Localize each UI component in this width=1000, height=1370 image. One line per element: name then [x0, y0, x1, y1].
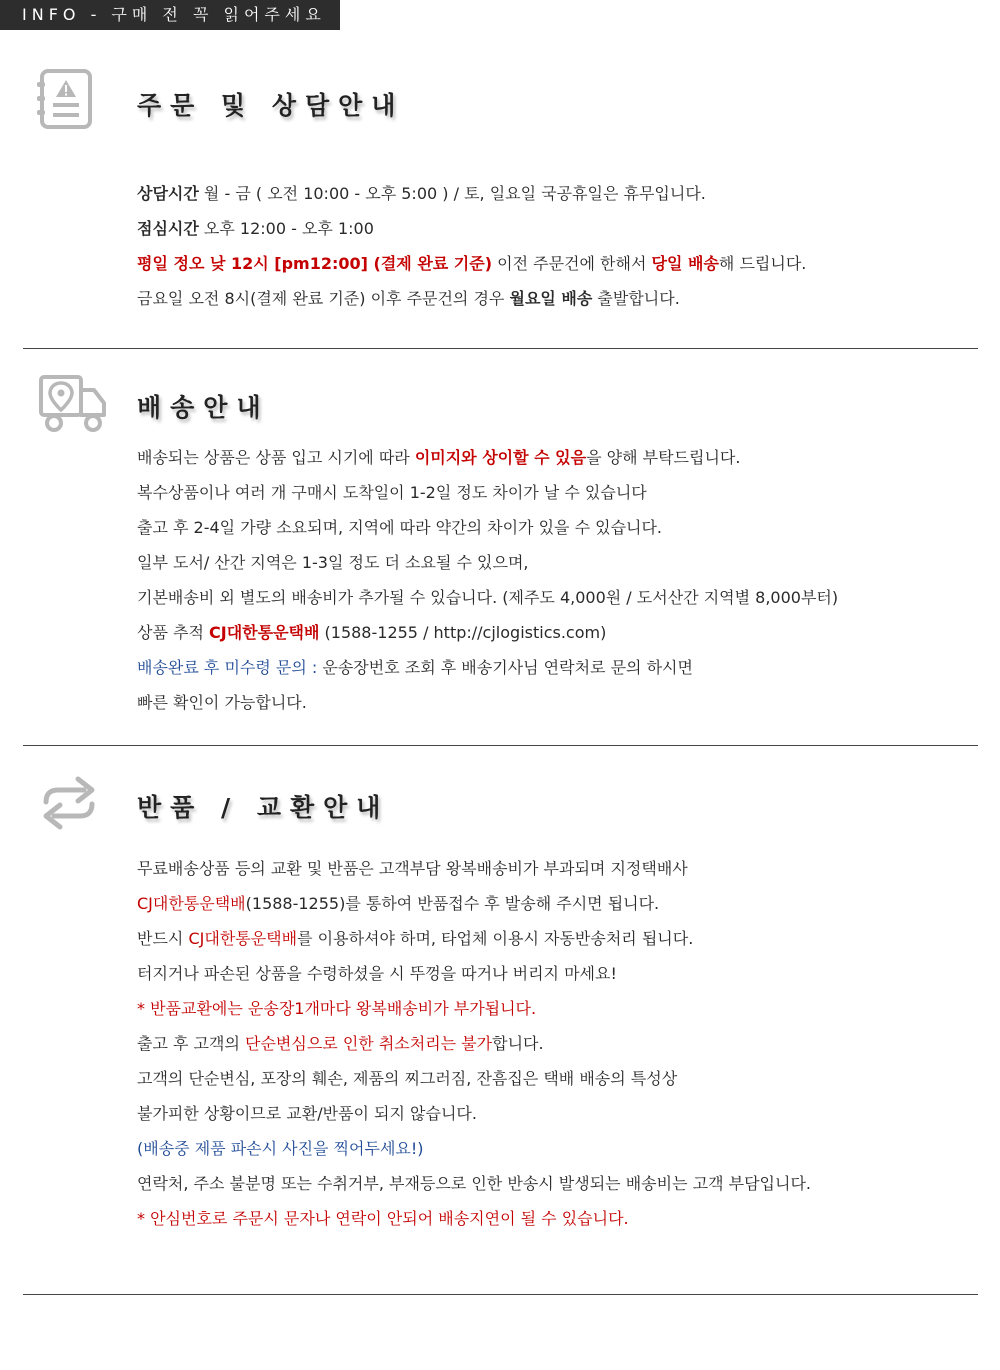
sameday-shipping-line [137, 246, 977, 281]
shipping-info-body [137, 440, 977, 720]
shipping-line-4: 일부 도서/ 산간 지역은 1-3일 정도 더 소요될 수 있으며, [137, 553, 529, 572]
returns-line-4: 터지거나 파손된 상품을 수령하셨을 시 뚜껑을 따거나 버리지 마세요! [137, 964, 617, 983]
courier-name: CJ대한통운택배 [188, 929, 298, 948]
sameday-mid-text: 이전 주문건에 한해서 [492, 254, 652, 273]
lunch-hours-label: 점심시간 [137, 219, 199, 238]
returns-fee-notice: * 반품교환에는 운송장1개마다 왕복배송비가 부가됩니다. [137, 999, 537, 1018]
info-tag: INFO - 구매 전 꼭 읽어주세요 [0, 0, 340, 30]
sameday-highlight: 당일 배송 [651, 254, 719, 273]
non-receipt-inquiry-text: 운송장번호 조회 후 배송기사님 연락처로 문의 하시면 [317, 658, 693, 677]
shipping-line-3: 출고 후 2-4일 가량 소요되며, 지역에 따라 약간의 차이가 있을 수 있습니다. [137, 518, 663, 537]
returns-l3-pre: 반드시 [137, 929, 189, 948]
consult-hours-line [137, 176, 977, 211]
section-divider [23, 745, 978, 746]
returns-l6-pre: 출고 후 고객의 [137, 1034, 245, 1053]
delivery-truck-icon [38, 374, 108, 434]
consult-hours-value: 월 - 금 ( 오전 10:00 - 오후 5:00 ) / 토, 일요일 국공휴일은 휴무입니다. [203, 184, 706, 203]
photo-notice: (배송중 제품 파손시 사진을 찍어두세요!) [137, 1139, 424, 1158]
lunch-hours-value: 오후 12:00 - 오후 1:00 [203, 219, 374, 238]
shipping-line-5: 기본배송비 외 별도의 배송비가 추가될 수 있습니다. (제주도 4,000원 / 도서산간 지역별 8,000부터) [137, 588, 839, 607]
returns-line-3 [137, 921, 977, 956]
courier-name: CJ대한통운택배 [137, 894, 246, 913]
returns-line-10: 연락처, 주소 불분명 또는 수취거부, 부재등으로 인한 반송시 발생되는 배송비는 고객 부담입니다. [137, 1174, 811, 1193]
shipping-section-title: 배송안내 [137, 393, 270, 422]
courier-name: CJ대한통운택배 [209, 623, 320, 642]
friday-end-text: 출발합니다. [592, 289, 680, 308]
section-divider [23, 1294, 978, 1295]
returns-line-2 [137, 886, 977, 921]
shipping-l1-pre: 배송되는 상품은 상품 입고 시기에 따라 [137, 448, 415, 467]
shipping-line-8: 빠른 확인이 가능합니다. [137, 693, 307, 712]
monday-shipping-text: 월요일 배송 [509, 289, 593, 308]
friday-order-line [137, 281, 977, 316]
returns-line-6 [137, 1026, 977, 1061]
shipping-line-1 [137, 440, 977, 475]
friday-pre-text: 금요일 오전 8시(결제 완료 기준) 이후 주문건의 경우 [137, 289, 510, 308]
non-receipt-inquiry-label: 배송완료 후 미수령 문의 : [137, 658, 318, 677]
returns-line-8: 불가피한 상황이므로 교환/반품이 되지 않습니다. [137, 1104, 477, 1123]
clipboard-alert-icon [36, 68, 94, 130]
returns-l2-end: (1588-1255)를 통하여 반품접수 후 발송해 주시면 됩니다. [245, 894, 660, 913]
tracking-pre-text: 상품 추적 [137, 623, 209, 642]
sameday-cutoff-text: 평일 정오 낮 12시 [pm12:00] (결제 완료 기준) [137, 254, 493, 273]
exchange-arrows-icon [40, 774, 98, 832]
image-differ-notice: 이미지와 상이할 수 있음 [414, 448, 587, 467]
returns-l3-end: 를 이용하셔야 하며, 타업체 이용시 자동반송처리 됩니다. [297, 929, 694, 948]
shipping-line-6 [137, 615, 977, 650]
lunch-hours-line [137, 211, 977, 246]
no-cancel-notice: 단순변심으로 인한 취소처리는 불가 [245, 1034, 493, 1053]
returns-l6-end: 합니다. [492, 1034, 544, 1053]
order-info-body [137, 176, 977, 316]
consult-hours-label: 상담시간 [137, 184, 199, 203]
courier-contact: (1588-1255 / http://cjlogistics.com) [319, 623, 607, 642]
order-section-title: 주문 및 상담안내 [137, 91, 405, 120]
returns-line-7: 고객의 단순변심, 포장의 훼손, 제품의 찌그러짐, 잔흠집은 택배 배송의 특성상 [137, 1069, 678, 1088]
returns-section-title: 반품 / 교환안내 [137, 793, 390, 822]
section-divider [23, 348, 978, 349]
shipping-line-2: 복수상품이나 여러 개 구매시 도착일이 1-2일 정도 차이가 날 수 있습니다 [137, 483, 647, 502]
shipping-l1-end: 을 양해 부탁드립니다. [586, 448, 741, 467]
shipping-line-7 [137, 650, 977, 685]
sameday-end-text: 해 드립니다. [718, 254, 807, 273]
returns-info-body [137, 851, 977, 1236]
safe-number-notice: * 안심번호로 주문시 문자나 연락이 안되어 배송지연이 될 수 있습니다. [137, 1209, 629, 1228]
returns-line-1: 무료배송상품 등의 교환 및 반품은 고객부담 왕복배송비가 부과되며 지정택배사 [137, 859, 688, 878]
